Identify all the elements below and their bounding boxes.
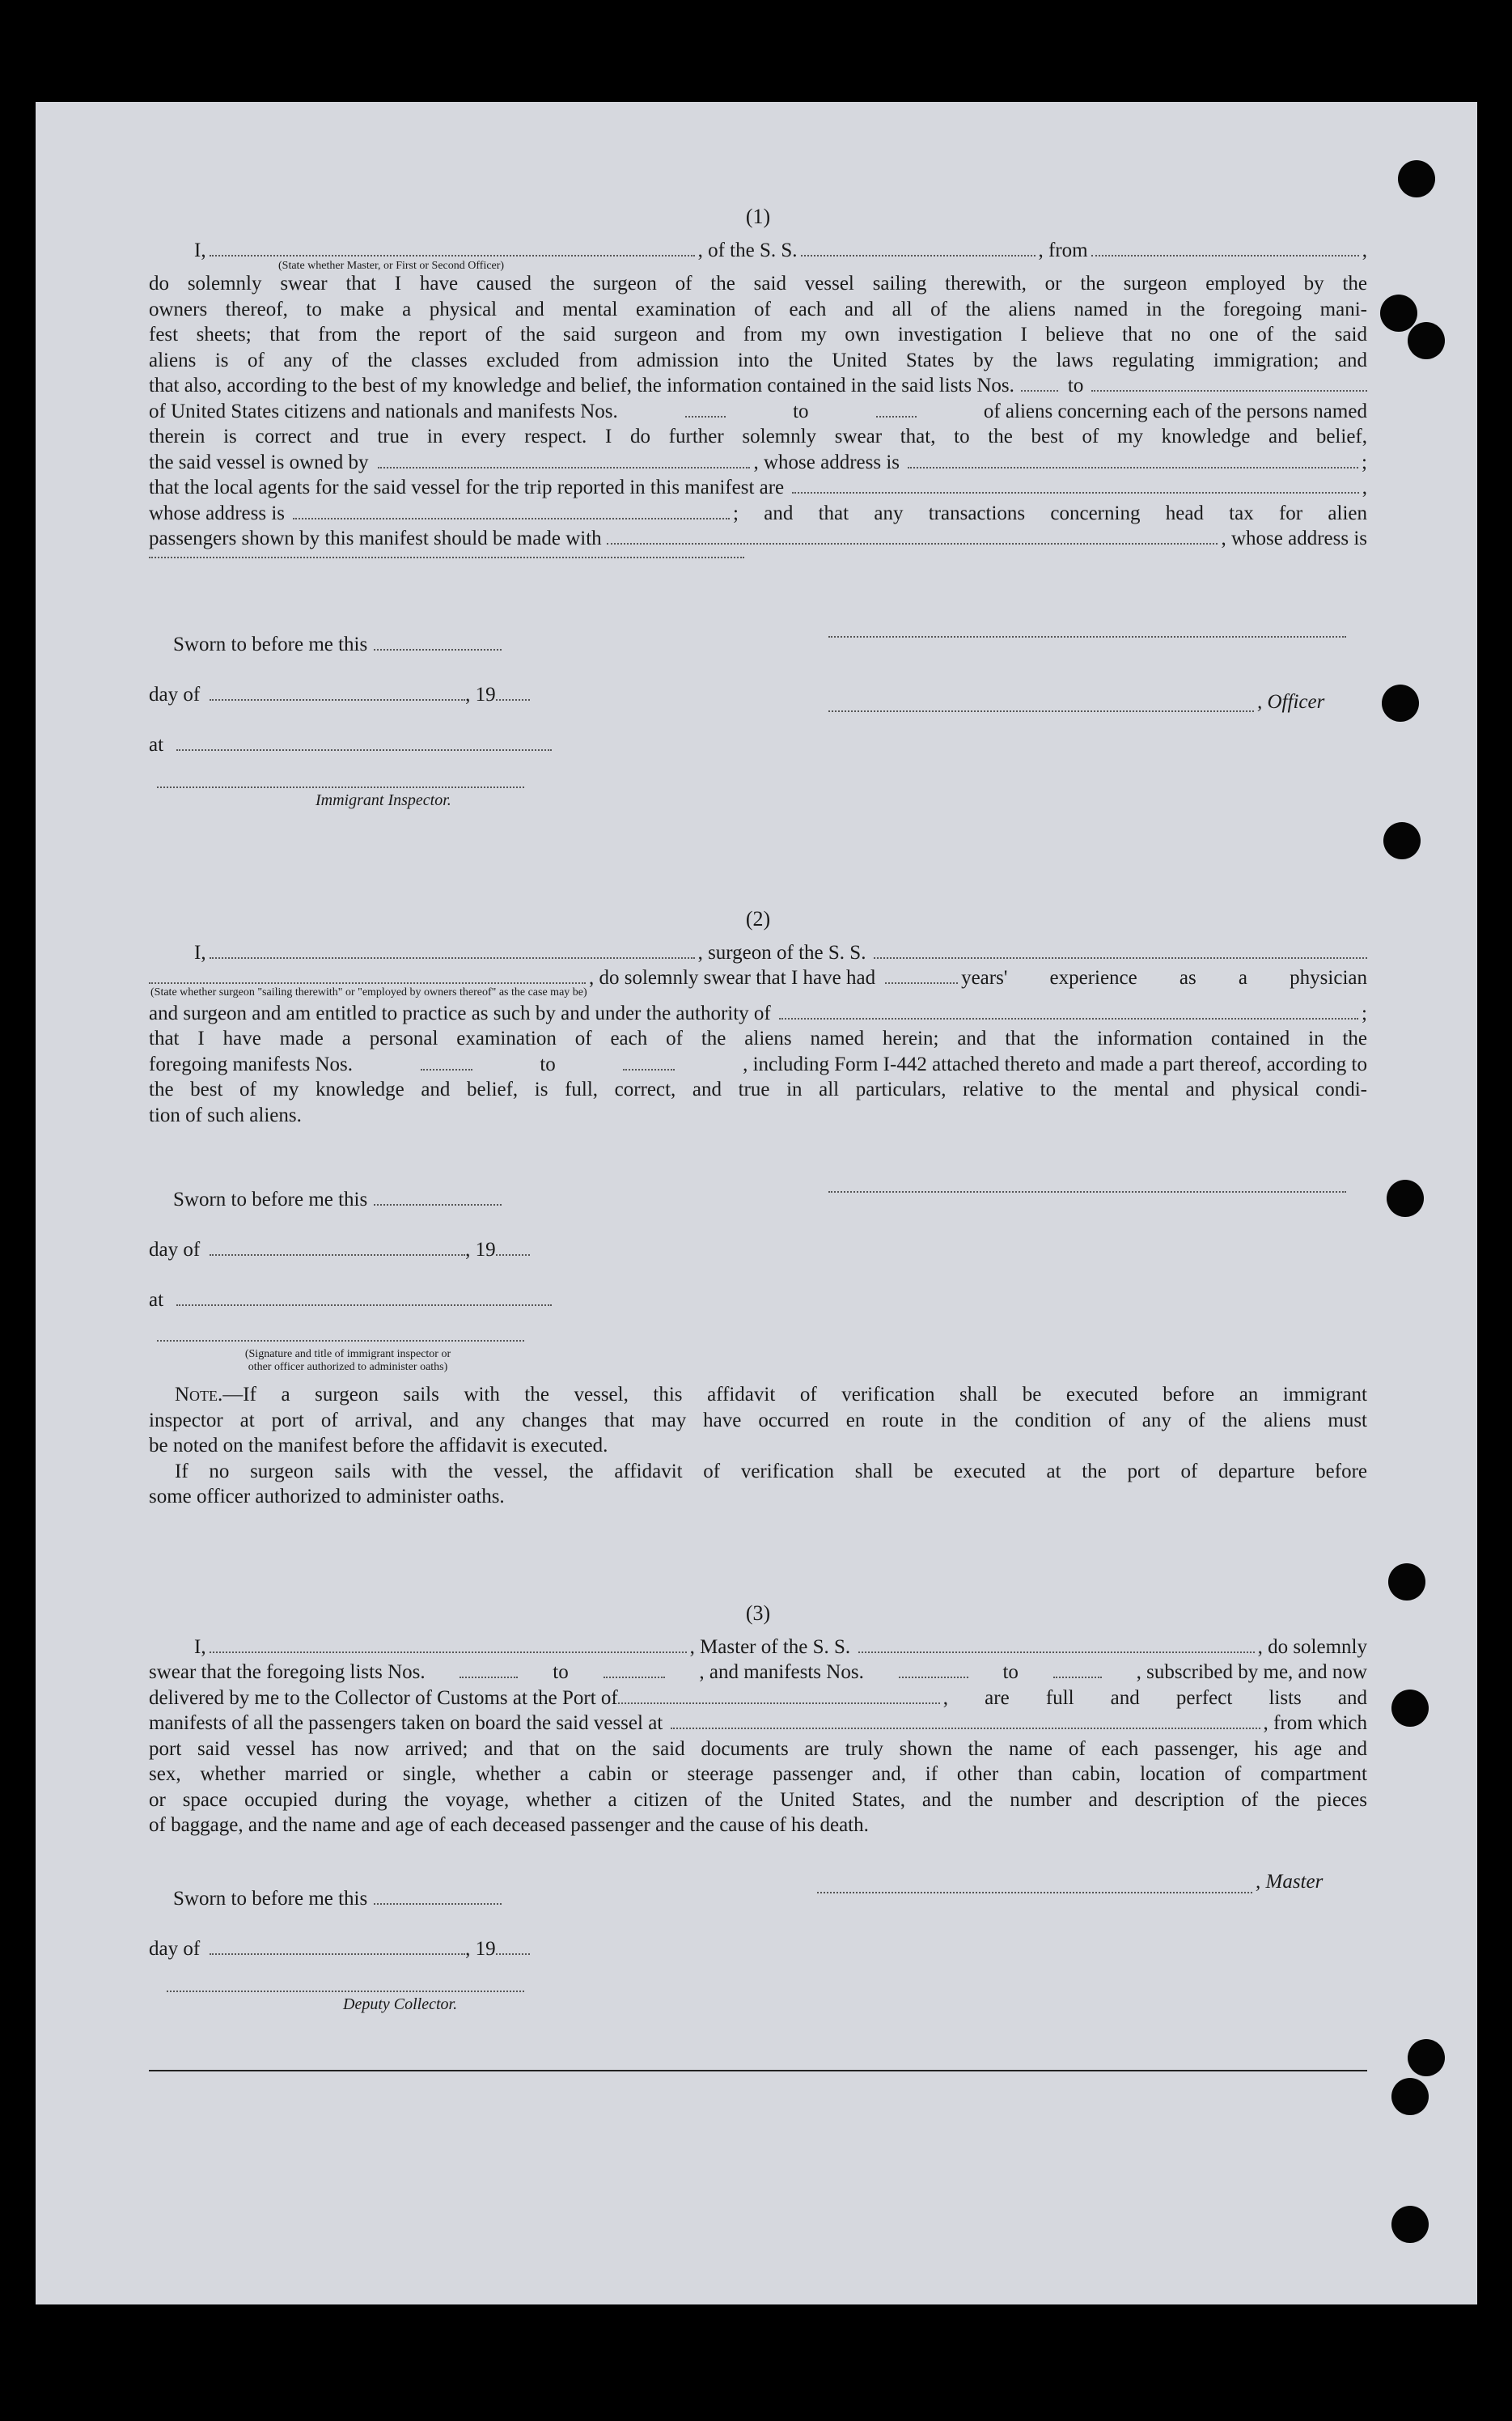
para-text: swear that the foregoing lists Nos. bbox=[149, 1661, 426, 1683]
collector-signature-line[interactable] bbox=[167, 1991, 524, 1992]
master-signature-line[interactable] bbox=[817, 1892, 1252, 1893]
para-line: of baggage, and the name and age of each deceased passenger and the cause of his death. bbox=[149, 1814, 869, 1836]
note-line: (Signature and title of immigrant inspector or bbox=[244, 1348, 451, 1360]
punch-hole bbox=[1388, 1563, 1425, 1601]
sworn-day-field[interactable] bbox=[374, 1897, 502, 1906]
note-text: —If a surgeon sails with the vessel, this affidavit of verification shall be executed before an immigrant bbox=[222, 1384, 1367, 1406]
para-text: to bbox=[1002, 1661, 1019, 1683]
para-text: , from which bbox=[1263, 1712, 1367, 1734]
label-from: , from bbox=[1038, 239, 1088, 261]
from-port-field[interactable] bbox=[1091, 248, 1359, 257]
manifests-from-field[interactable] bbox=[421, 1062, 472, 1071]
punch-hole bbox=[1408, 2039, 1445, 2076]
year-field[interactable] bbox=[496, 1249, 530, 1257]
para-line: aliens is of any of the classes excluded from admission into the United States by the laws regulating immigration; and bbox=[149, 349, 1367, 371]
day-label: day of bbox=[149, 1239, 201, 1261]
label-surgeon-of: , surgeon of the S. S. bbox=[697, 941, 866, 964]
para-text: , including Form I-442 attached thereto and made a part thereof, according to bbox=[743, 1053, 1367, 1075]
surgeon-note: (State whether surgeon "sailing therewith" or "employed by owners thereof" as the case may be) bbox=[150, 986, 587, 999]
para-text: of United States citizens and nationals and manifests Nos. bbox=[149, 400, 618, 422]
para-text: , are full and perfect lists and bbox=[942, 1686, 1367, 1709]
para-text: to bbox=[553, 1661, 569, 1683]
bottom-rule bbox=[149, 2070, 1367, 2071]
place-field[interactable] bbox=[176, 1299, 552, 1307]
master-caption: , Master bbox=[1256, 1871, 1324, 1893]
at-label: at bbox=[149, 734, 164, 756]
note-line: inspector at port of arrival, and any changes that may have occurred en route in the condition of any of the aliens must bbox=[149, 1409, 1367, 1431]
note-label: Note. bbox=[175, 1384, 223, 1406]
punch-hole bbox=[1383, 822, 1421, 859]
para-line: do solemnly swear that I have caused the surgeon of the said vessel sailing therewith, or the surgeon employed by the bbox=[149, 273, 1367, 295]
label-master-of: , Master of the S. S. bbox=[689, 1635, 851, 1658]
para-text: foregoing manifests Nos. bbox=[149, 1053, 354, 1075]
para-text: to bbox=[793, 400, 809, 422]
manifests-to-field[interactable] bbox=[1053, 1671, 1102, 1679]
agents-address-field[interactable] bbox=[293, 511, 730, 519]
sworn-label: Sworn to before me this bbox=[173, 634, 368, 655]
signature-line[interactable] bbox=[828, 636, 1346, 638]
punch-hole bbox=[1391, 1690, 1429, 1727]
section-2 bbox=[149, 906, 1367, 1128]
section-number: (3) bbox=[745, 1601, 771, 1625]
para-line: port said vessel has now arrived; and that on the said documents are truly shown the name of each passenger, his age and bbox=[149, 1737, 1367, 1760]
port-field[interactable] bbox=[618, 1696, 940, 1704]
ship-name-field[interactable] bbox=[801, 248, 1036, 257]
manifests-from-field[interactable] bbox=[685, 409, 726, 418]
sworn-label: Sworn to before me this bbox=[173, 1888, 368, 1910]
manifests-from-field[interactable] bbox=[899, 1671, 968, 1679]
year-field[interactable] bbox=[496, 1948, 530, 1956]
owner-field[interactable] bbox=[378, 460, 750, 469]
form-sheet bbox=[36, 102, 1477, 2304]
surgeon-signature-line[interactable] bbox=[828, 1191, 1346, 1193]
comma: , bbox=[1362, 477, 1367, 498]
para-text: whose address is bbox=[149, 502, 286, 524]
section-1-oath bbox=[149, 620, 1367, 770]
officer-signature-line[interactable] bbox=[828, 710, 1254, 712]
at-label: at bbox=[149, 1289, 164, 1311]
para-line: or space occupied during the voyage, whether a citizen of the United States, and the number and description of the pieces bbox=[149, 1788, 1367, 1811]
punch-hole bbox=[1391, 2206, 1429, 2243]
para-text: , whose address is bbox=[1221, 528, 1367, 549]
year-field[interactable] bbox=[496, 693, 530, 702]
place-field[interactable] bbox=[176, 744, 552, 752]
para-line: therein is correct and true in every respect. I do further solemnly swear that, to the best of my knowledge and belief, bbox=[149, 426, 1367, 447]
section-3 bbox=[149, 1601, 1367, 1838]
lists-to-field[interactable] bbox=[604, 1671, 665, 1679]
note-line: If no surgeon sails with the vessel, the affidavit of verification shall be executed at the port of departure before bbox=[175, 1460, 1367, 1482]
day-label: day of bbox=[149, 684, 201, 706]
sworn-day-field[interactable] bbox=[374, 1198, 502, 1206]
section-number: (1) bbox=[745, 205, 771, 228]
note-line: other officer authorized to administer oaths) bbox=[248, 1361, 448, 1373]
year-label: , 19 bbox=[465, 1239, 496, 1261]
year-label: , 19 bbox=[465, 1938, 496, 1960]
section-1 bbox=[149, 204, 1367, 558]
owner-address-field[interactable] bbox=[908, 460, 1358, 469]
year-label: , 19 bbox=[465, 684, 496, 706]
para-text: that also, according to the best of my knowledge and belief, the information contained in the said lists Nos. bbox=[149, 375, 1014, 396]
semicolon: ; bbox=[1362, 1002, 1367, 1024]
lists-to-field[interactable] bbox=[1091, 384, 1367, 392]
punch-hole bbox=[1408, 322, 1445, 359]
punch-hole bbox=[1398, 160, 1435, 197]
local-agents-field[interactable] bbox=[792, 486, 1359, 494]
head-tax-address-field[interactable] bbox=[149, 557, 744, 558]
semicolon: ; bbox=[1362, 451, 1367, 473]
years-field[interactable] bbox=[885, 977, 958, 985]
section-2-oath bbox=[149, 1175, 1367, 1325]
label-i: I, bbox=[194, 941, 206, 964]
master-name-field[interactable] bbox=[210, 1645, 687, 1653]
para-text: delivered by me to the Collector of Customs at the Port of bbox=[149, 1686, 618, 1709]
day-label: day of bbox=[149, 1938, 201, 1960]
para-text: the said vessel is owned by bbox=[149, 451, 369, 473]
para-text: and surgeon and am entitled to practice as such by and under the authority of bbox=[149, 1002, 771, 1024]
manifests-to-field[interactable] bbox=[623, 1062, 675, 1071]
label-i: I, bbox=[194, 1635, 206, 1658]
para-text: years' experience as a physician bbox=[961, 967, 1367, 989]
para-line: sex, whether married or single, whether a cabin or steerage passenger and, if other than cabin, location of compartment bbox=[149, 1763, 1367, 1785]
punch-hole bbox=[1387, 1180, 1424, 1217]
lists-from-field[interactable] bbox=[1021, 384, 1058, 392]
para-line: fest sheets; that from the report of the said surgeon and from my own investigation I believe that no one of the said bbox=[149, 324, 1367, 346]
surgeon-status-field[interactable] bbox=[149, 977, 586, 985]
para-text: manifests of all the passengers taken on board the said vessel at bbox=[149, 1712, 663, 1734]
note-line: be noted on the manifest before the affidavit is executed. bbox=[149, 1435, 608, 1456]
inspector-signature-line[interactable] bbox=[157, 1340, 524, 1342]
note-line bbox=[149, 1382, 1367, 1408]
para-text: to bbox=[1067, 375, 1084, 396]
month-field[interactable] bbox=[210, 693, 465, 702]
label-i: I, bbox=[194, 239, 206, 261]
para-text: , subscribed by me, and now bbox=[1136, 1661, 1367, 1683]
manifests-to-field[interactable] bbox=[876, 409, 917, 418]
surgeon-note-block bbox=[149, 1382, 1367, 1510]
punch-hole bbox=[1380, 295, 1417, 332]
para-text: passengers shown by this manifest should be made with bbox=[149, 528, 602, 549]
lists-from-field[interactable] bbox=[460, 1671, 518, 1679]
para-text: of aliens concerning each of the persons named bbox=[983, 400, 1367, 422]
para-text: ; and that any transactions concerning head tax for alien bbox=[733, 502, 1367, 524]
authority-field[interactable] bbox=[779, 1011, 1358, 1020]
para-text: to bbox=[540, 1053, 556, 1075]
month-field[interactable] bbox=[210, 1948, 465, 1956]
para-text: that the local agents for the said vessel for the trip reported in this manifest are bbox=[149, 477, 785, 498]
boarding-port-field[interactable] bbox=[671, 1722, 1260, 1730]
punch-hole bbox=[1391, 2078, 1429, 2115]
punch-hole bbox=[1382, 685, 1419, 722]
inspector-signature-line[interactable] bbox=[157, 787, 524, 788]
para-line: tion of such aliens. bbox=[149, 1104, 302, 1126]
label-of-ss: , of the S. S. bbox=[697, 239, 798, 261]
comma: , bbox=[1362, 239, 1367, 261]
section-3-oath bbox=[149, 1874, 1367, 1974]
officer-name-field[interactable] bbox=[210, 248, 695, 257]
collector-caption: Deputy Collector. bbox=[343, 1995, 458, 2013]
head-tax-party-field[interactable] bbox=[607, 537, 1218, 545]
inspector-caption: Immigrant Inspector. bbox=[316, 791, 451, 809]
para-line: the best of my knowledge and belief, is full, correct, and true in all particulars, relative to the mental and physical condi- bbox=[149, 1079, 1367, 1100]
ship-name-field[interactable] bbox=[858, 1645, 1254, 1653]
para-line: that I have made a personal examination of each of the aliens named herein; and that the information contained in the bbox=[149, 1028, 1367, 1049]
para-text: , do solemnly bbox=[1257, 1635, 1367, 1658]
ship-name-field[interactable] bbox=[874, 951, 1367, 959]
surgeon-name-field[interactable] bbox=[210, 951, 695, 959]
officer-caption: , Officer bbox=[1257, 691, 1325, 713]
officer-note: (State whether Master, or First or Second Officer) bbox=[278, 260, 505, 272]
inspector-note bbox=[194, 1348, 502, 1374]
note-line: some officer authorized to administer oaths. bbox=[149, 1486, 505, 1507]
section-number: (2) bbox=[745, 907, 771, 931]
month-field[interactable] bbox=[210, 1249, 465, 1257]
para-text: , and manifests Nos. bbox=[699, 1661, 864, 1683]
sworn-day-field[interactable] bbox=[374, 643, 502, 651]
para-line: owners thereof, to make a physical and mental examination of each and all of the aliens named in the foregoing mani- bbox=[149, 298, 1367, 320]
para-text: , whose address is bbox=[753, 451, 900, 473]
sworn-label: Sworn to before me this bbox=[173, 1189, 368, 1210]
para-text: , do solemnly swear that I have had bbox=[589, 967, 876, 989]
